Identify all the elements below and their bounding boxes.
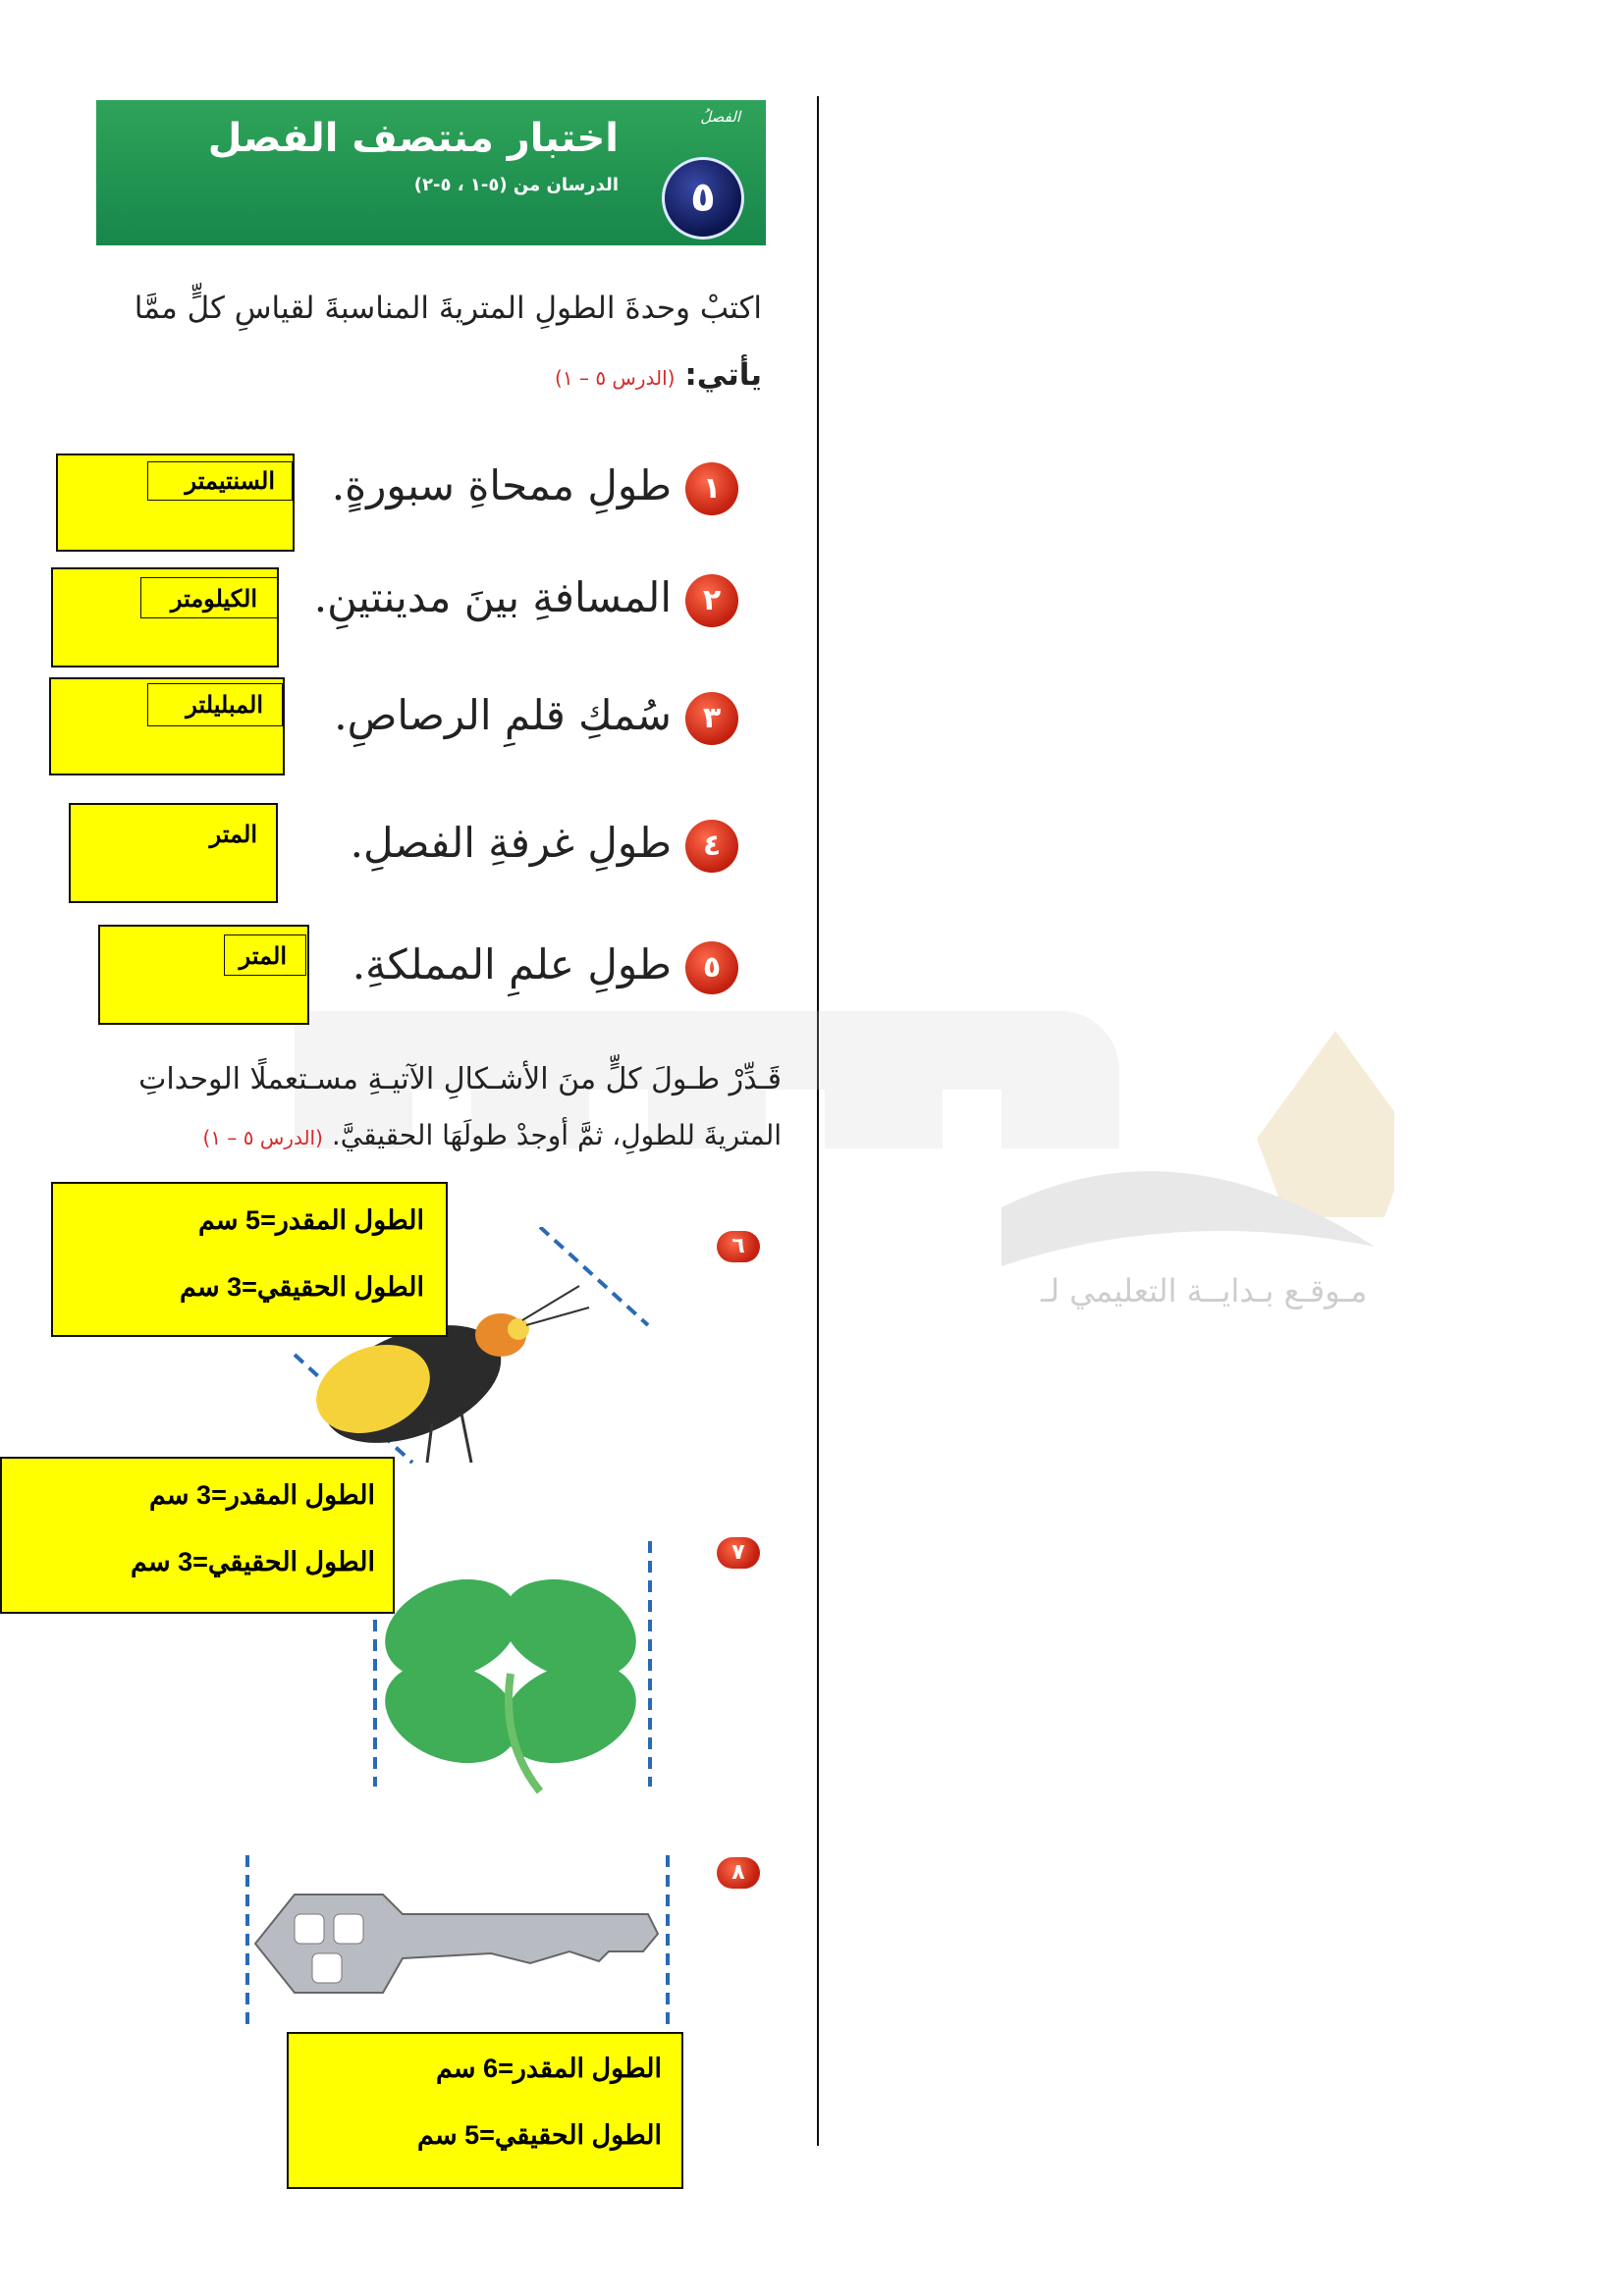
question-text-2: المسافةِ بينَ مدينتينِ. [313, 573, 672, 621]
question-5 [352, 940, 738, 994]
estimate-6-estimated: الطول المقدر=5 سم [197, 1205, 424, 1235]
section2-instruction-text: المتريةَ للطولِ، ثمَّ أوجدْ طولَهَا الحقيقيَّ. [331, 1119, 782, 1151]
page-subtitle: الدرسان من (٥-١ ، ٥-٢) [413, 175, 619, 195]
section1-lesson-ref: (الدرس ٥ – ١) [555, 366, 676, 390]
section1-instruction-word: يأتي: [684, 357, 762, 393]
estimate-6-actual: الطول الحقيقي=3 سم [180, 1272, 424, 1302]
question-3 [334, 691, 738, 745]
item-number-7: ٧ [717, 1537, 760, 1569]
answer-box-4[interactable] [69, 803, 278, 903]
question-text-4: طولِ غرفةِ الفصلِ. [350, 819, 672, 867]
section1-instruction-line1: اكتبْ وحدةَ الطولِ المتريةَ المناسبةَ لقياسِ كلٍّ ممَّا [134, 291, 762, 326]
section2-instruction-line2 [203, 1119, 783, 1151]
question-text-1: طولِ ممحاةِ سبورةٍ. [331, 461, 672, 509]
answer-text-3: المبليلتر [186, 692, 263, 719]
question-4 [351, 819, 738, 873]
chapter-number-badge: ٥ [662, 157, 744, 240]
chapter-header [96, 100, 766, 245]
section2-lesson-ref: (الدرس ٥ – ١) [202, 1126, 323, 1149]
question-number-4: ٤ [685, 820, 738, 873]
item-number-8: ٨ [717, 1857, 760, 1889]
chapter-label: الفصلُ [700, 108, 740, 126]
pen-nib-logo [1257, 1031, 1394, 1217]
item-number-6: ٦ [717, 1231, 760, 1262]
key-icon [236, 1855, 687, 2032]
answer-text-1: السنتيمتر [185, 468, 275, 495]
answer-text-5: المتر [239, 943, 287, 970]
answer-text-2: الكيلومتر [170, 586, 257, 613]
page-title: اختبار منتصف الفصل [207, 116, 619, 161]
question-number-1: ١ [685, 462, 738, 515]
watermark-text: مـوقـع بـدايــة التعليمي لـ [1041, 1272, 1368, 1309]
question-1 [332, 461, 738, 515]
estimate-8-estimated: الطول المقدر=6 سم [435, 2054, 662, 2083]
estimate-8-actual: الطول الحقيقي=5 سم [417, 2120, 662, 2150]
section1-instruction-line2 [555, 357, 762, 393]
question-number-2: ٢ [685, 574, 738, 627]
question-text-3: سُمكِ قلمِ الرصاصِ. [334, 691, 672, 739]
section2-instruction-line1: قَـدِّرْ طـولَ كلٍّ منَ الأشـكالِ الآتيـةِ مسـتعملًا الوحداتِ [138, 1062, 782, 1096]
clover-icon [353, 1541, 668, 1796]
estimate-7-estimated: الطول المقدر=3 سم [148, 1480, 375, 1510]
question-number-3: ٣ [685, 692, 738, 745]
answer-text-4: المتر [209, 822, 257, 848]
estimate-7-actual: الطول الحقيقي=3 سم [131, 1547, 375, 1576]
question-2 [314, 573, 738, 627]
question-number-5: ٥ [685, 941, 738, 994]
question-text-5: طولِ علمِ المملكةِ. [352, 940, 672, 988]
